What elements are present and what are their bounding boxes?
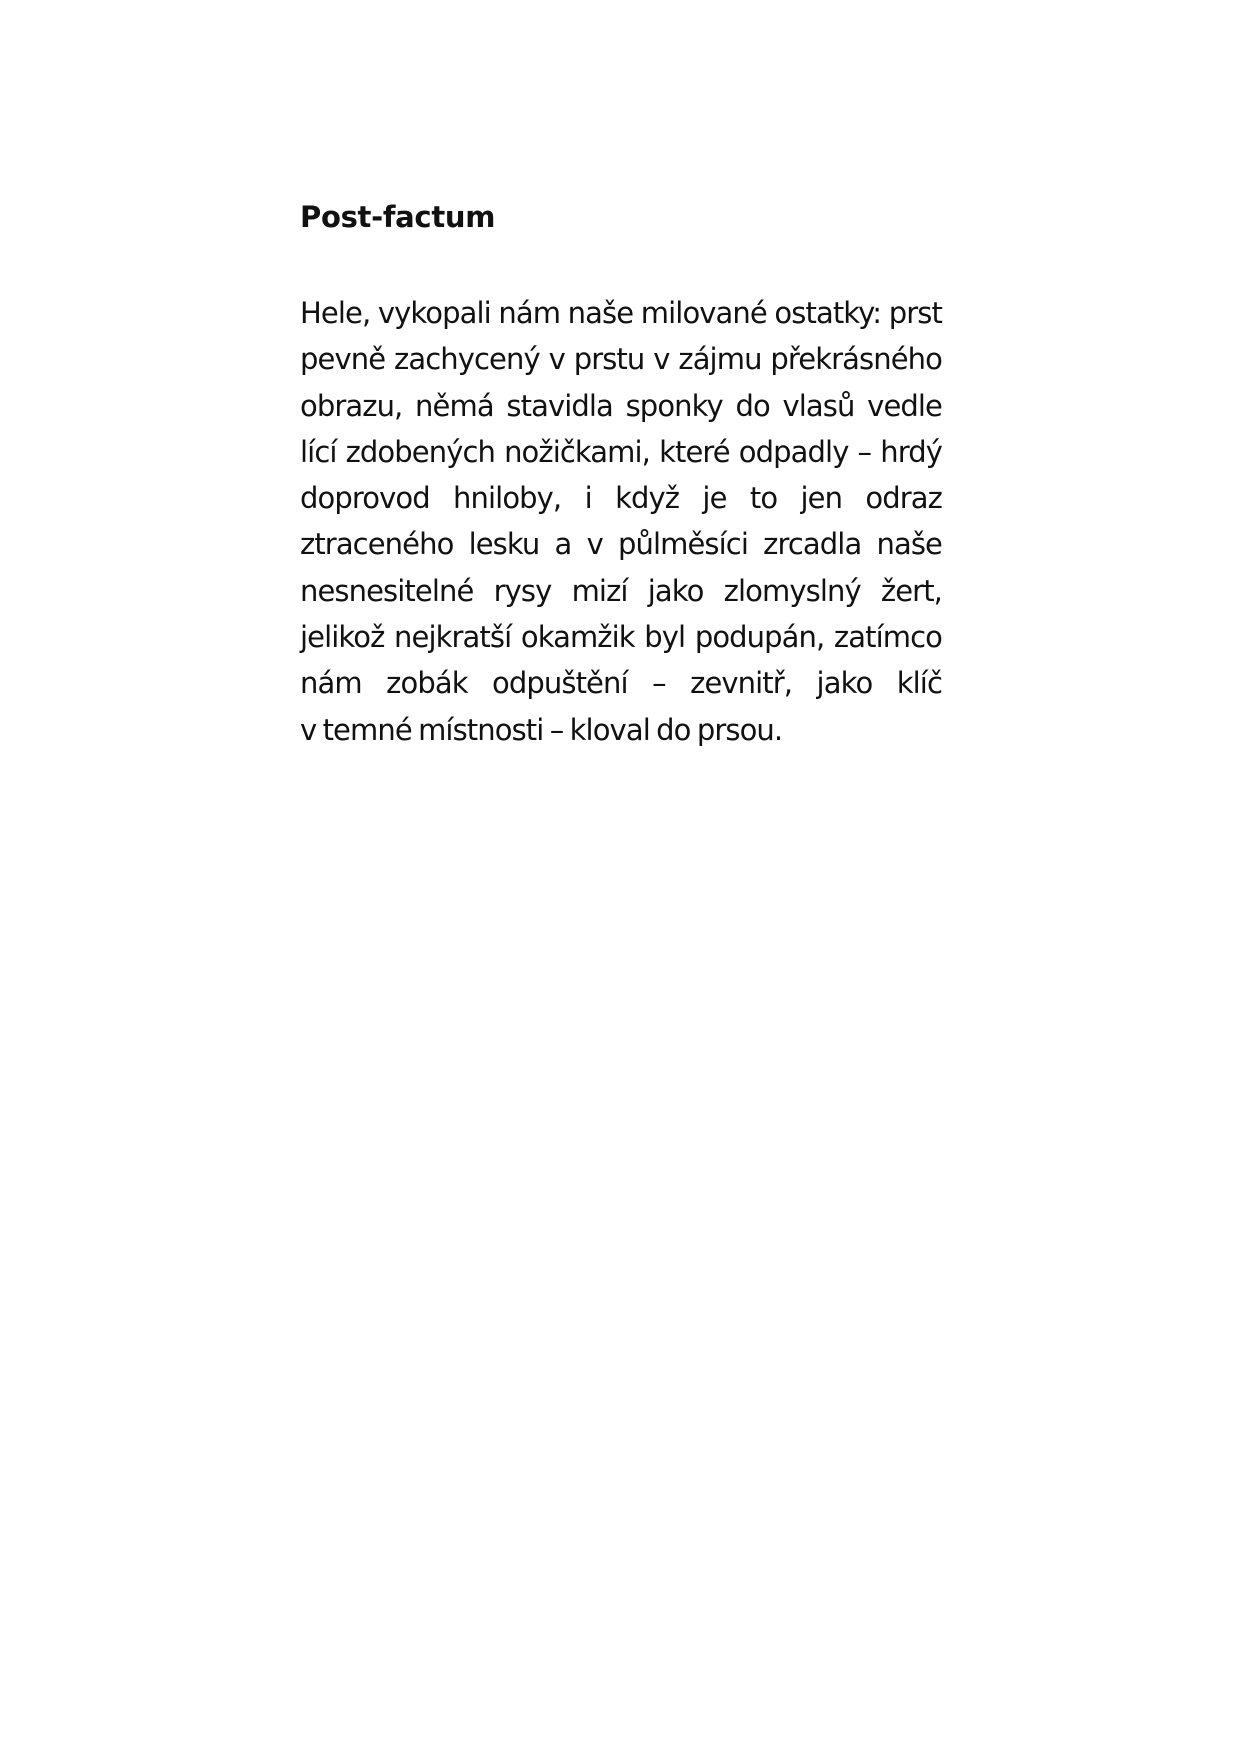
poem-line: v temné místnosti – kloval do prsou. xyxy=(300,712,783,747)
poem-body xyxy=(300,290,942,753)
poem xyxy=(300,195,942,753)
poem-line: nám zobák odpuštění – zevnitř, jako klíč xyxy=(300,666,942,701)
poem-line: nesnesitelné rysy mizí jako zlomyslný žert, xyxy=(300,573,942,608)
poem-line: doprovod hniloby, i když je to jen odraz xyxy=(300,481,942,516)
poem-line: pevně zachycený v prstu v zájmu překrásného xyxy=(300,342,942,377)
poem-line: obrazu, němá stavidla sponky do vlasů vedle xyxy=(300,388,942,423)
poem-line: Hele, vykopali nám naše milované ostatky: prst xyxy=(300,296,942,330)
poem-title: Post-factum xyxy=(300,200,496,234)
poem-line: ztraceného lesku a v půlměsíci zrcadla naše xyxy=(300,527,942,562)
poem-line: lící zdobených nožičkami, které odpadly – hrdý xyxy=(300,434,942,469)
poem-line: jelikož nejkratší okamžik byl podupán, zatímco xyxy=(300,620,942,655)
